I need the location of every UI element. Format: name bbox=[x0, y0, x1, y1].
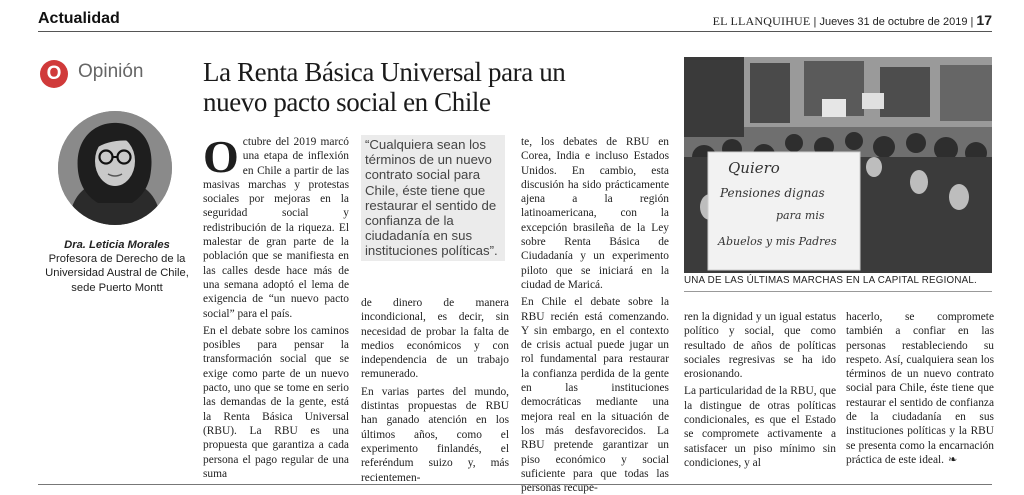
article-column-4 bbox=[684, 310, 836, 475]
author-photo bbox=[58, 111, 172, 225]
sign-text: Quiero bbox=[728, 159, 780, 177]
article-paragraph: En varias partes del mundo, distintas propuestas de RBU han ganado atención en los últimos años, como el experimento finlandés, el referéndum suizo y, más recientemen- bbox=[361, 385, 509, 484]
article-paragraph: En el debate sobre los caminos posibles para pensar la transformación social que se exige como parte de un nuevo pacto, uno que se tome en serio las demandas de la gente, está la Renta Básica Universal (RBU). La RBU es una propuesta que garantiza a cada persona el pago regular de una suma bbox=[203, 324, 349, 480]
pull-quote: “Cualquiera sean los términos de un nuevo contrato social para Chile, éste tiene que restaurar el sentido de confianza de la ciudadanía en sus instituciones políticas”. bbox=[361, 135, 505, 261]
article-paragraph: ren la dignidad y un igual estatus político y social, que como resultado de años de políticas sociales regresivas se ha ido erosionando. bbox=[684, 311, 836, 381]
caption-rule bbox=[684, 291, 992, 292]
section-title: Actualidad bbox=[38, 10, 120, 27]
author-name: Dra. Leticia Morales bbox=[64, 239, 170, 251]
protest-photo bbox=[684, 57, 992, 273]
article-column-1 bbox=[203, 131, 349, 480]
newspaper-name: EL LLANQUIHUE bbox=[712, 14, 811, 28]
page-number: 17 bbox=[976, 12, 992, 28]
photo-caption: UNA DE LAS ÚLTIMAS MARCHAS EN LA CAPITAL REGIONAL. bbox=[684, 275, 977, 286]
author-byline bbox=[38, 238, 196, 295]
article-paragraph: hacerlo, se compromete también a confiar en las personas restableciendo su respeto. Así, cualquiera sean los términos de un nuevo contrato social para Chile, éste tiene que restaurar el sentido de confianza de la ciudadanía en sus instituciones políticas y la RBU se presenta como la encarnación práctica de este ideal. ❧ bbox=[846, 311, 994, 466]
article-paragraph: de dinero de manera incondicional, es decir, sin necesidad de probar la falta de medios económicos y con independencia de un trabajo remunerado. bbox=[361, 297, 509, 381]
opinion-badge: O bbox=[40, 60, 68, 88]
issue-date: | Jueves 31 de octubre de 2019 | bbox=[813, 16, 974, 28]
sign-text: Pensiones dignas bbox=[720, 186, 825, 200]
end-mark-icon: ❧ bbox=[948, 452, 958, 466]
article-column-3 bbox=[521, 135, 669, 495]
opinion-label: Opinión bbox=[78, 61, 144, 82]
article-column-5 bbox=[846, 310, 994, 475]
sign-text: Abuelos y mis Padres bbox=[718, 235, 837, 248]
masthead bbox=[713, 12, 992, 29]
footer-rule bbox=[38, 484, 992, 485]
article-column-2 bbox=[361, 296, 509, 484]
sign-text: para mis bbox=[776, 209, 825, 222]
article-paragraph: te, los debates de RBU en Corea, India e incluso Estados Unidos. En cambio, esta discusión ha sido prácticamente ajena a la región latinoamericana, con la excepción brasileña de la Ley sobre Renta Básica de Ciudadanía y un experimento piloto que se iniciará en la ciudad de Maricá. bbox=[521, 136, 669, 291]
drop-cap: O bbox=[203, 131, 239, 182]
author-role: Profesora de Derecho de la Universidad Austral de Chile, sede Puerto Montt bbox=[45, 253, 189, 294]
article-paragraph: Octubre del 2019 marcó una etapa de inflexión en Chile a partir de las masivas marchas y protestas sociales por mejoras en la seguridad social y redistribución de la riqueza. El malestar de gran parte de la población que se manifiesta en las calles desde hace más de una semana adoptó el lema de exigencia de “un nuevo pacto social” para el país. bbox=[203, 131, 349, 320]
article-title: La Renta Básica Universal para un nuevo pacto social en Chile bbox=[203, 57, 566, 117]
article-paragraph: En Chile el debate sobre la RBU recién está comenzando. Y sin embargo, en el contexto de crisis actual puede jugar un rol fundamental para restaurar la confianza perdida de la gente en las instituciones democráticas mediante una mejora real en la situación de los más desfavorecidos. La RBU pretende garantizar un piso económico y social suficiente para que todas las personas recupe- bbox=[521, 296, 669, 495]
header-rule bbox=[38, 31, 992, 32]
article-paragraph: La particularidad de la RBU, que la distingue de otras políticas condicionales, es que el Estado se compromete activamente a satisfacer un piso mínimo sin condiciones, y al bbox=[684, 385, 836, 469]
